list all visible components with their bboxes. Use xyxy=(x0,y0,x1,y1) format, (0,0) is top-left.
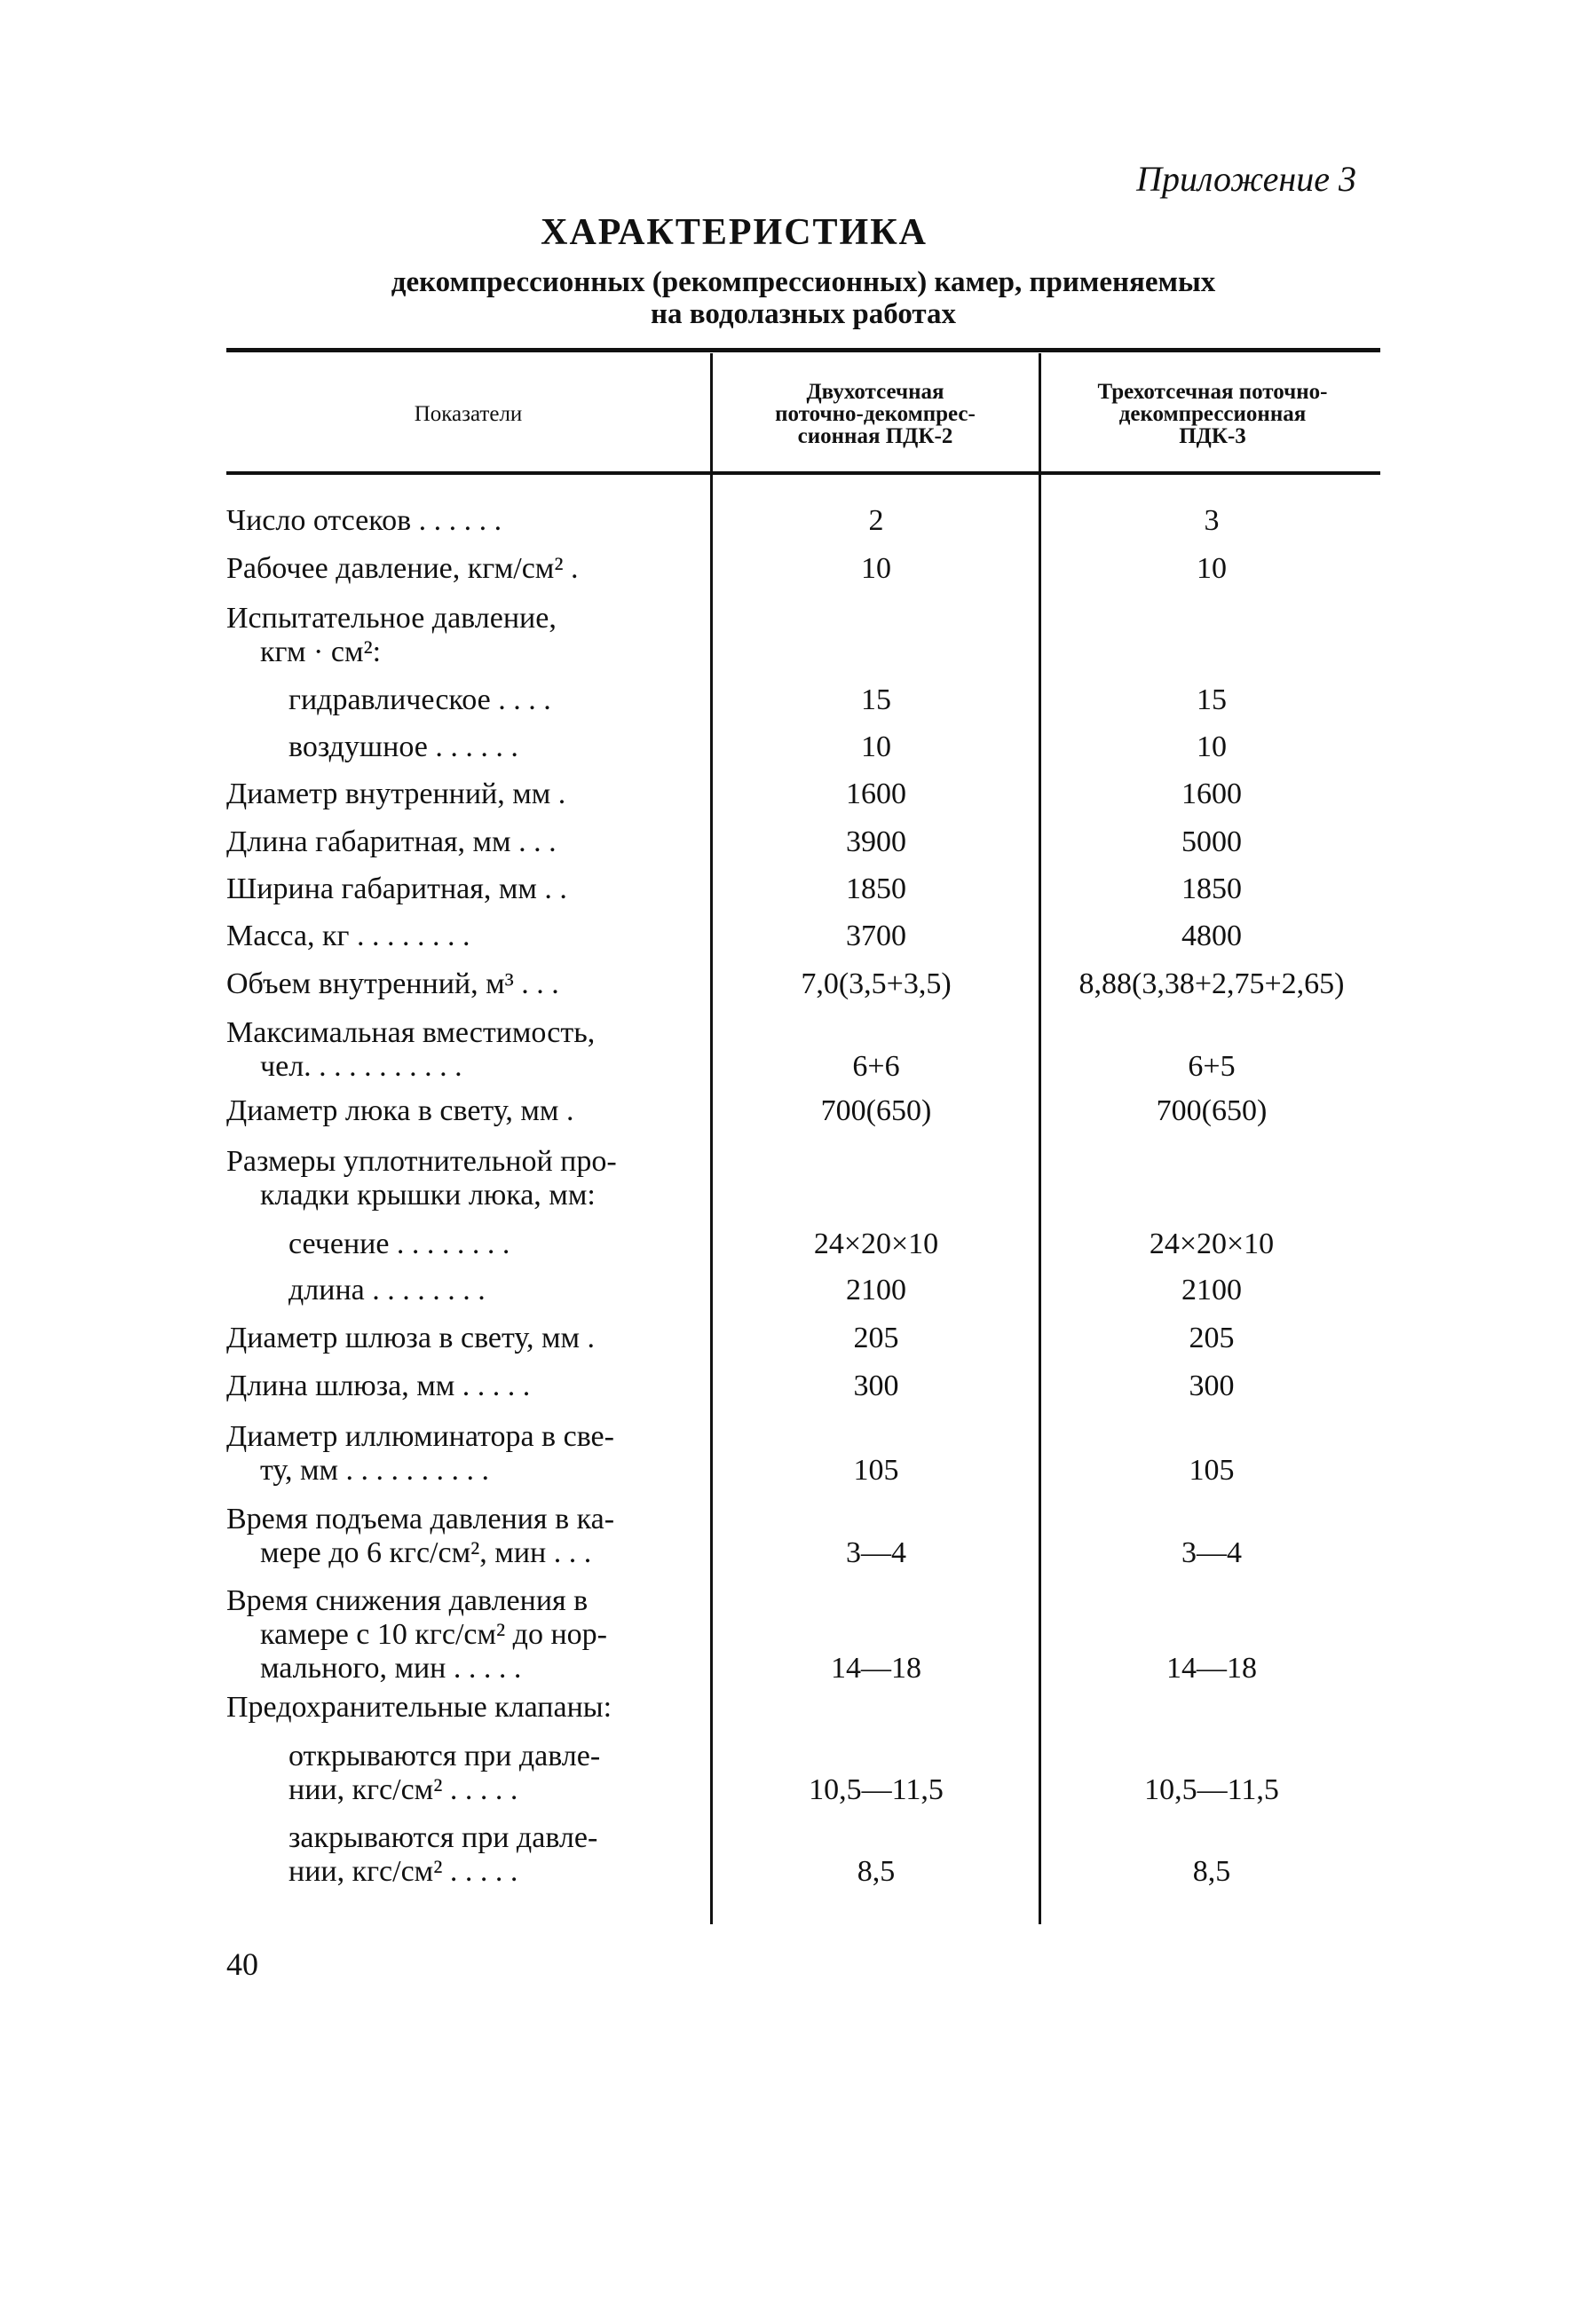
table-row xyxy=(226,602,1380,669)
value-pdk2: 15 xyxy=(861,683,891,716)
value-pdk3: 700(650) xyxy=(1156,1094,1268,1127)
row-label-line: длина . . . . . . . . xyxy=(288,1274,486,1306)
subtitle-line-1: декомпрессионных (рекомпрессионных) камер, применяемых xyxy=(391,266,1216,298)
table-row xyxy=(226,1322,1380,1355)
value-pdk3: 6+5 xyxy=(1188,1050,1236,1083)
value-pdk3: 1850 xyxy=(1181,872,1242,905)
value-pdk2: 105 xyxy=(853,1454,899,1487)
row-label xyxy=(226,778,697,811)
row-label-line: Время подъема давления в ка- xyxy=(226,1503,615,1535)
row-label xyxy=(226,967,697,1001)
row-label xyxy=(226,683,697,717)
row-label-line: Диаметр люка в свету, мм . xyxy=(226,1094,574,1127)
row-label-line: Ширина габаритная, мм . . xyxy=(226,872,567,905)
value-pdk2: 700(650) xyxy=(820,1094,932,1127)
value-pdk3: 3—4 xyxy=(1181,1536,1242,1569)
row-label-line: Диаметр иллюминатора в све- xyxy=(226,1420,614,1453)
column-header-pdk3: Трехотсечная поточно- декомпрессионная ПДК-3 xyxy=(1097,379,1328,448)
value-pdk2: 1600 xyxy=(846,778,906,810)
row-label-line: камере с 10 кгс/см² до нор- xyxy=(260,1618,607,1651)
table-row xyxy=(226,920,1380,953)
row-label-line: сечение . . . . . . . . xyxy=(288,1228,510,1260)
table-row xyxy=(226,552,1380,586)
table-row xyxy=(226,683,1380,717)
table-row xyxy=(226,1370,1380,1403)
table-row xyxy=(226,1274,1380,1307)
value-pdk3: 8,5 xyxy=(1192,1855,1231,1888)
table-row xyxy=(226,1228,1380,1261)
value-pdk2: 300 xyxy=(853,1370,899,1402)
row-label xyxy=(226,1691,697,1725)
table-row xyxy=(226,967,1380,1001)
row-label-line: Рабочее давление, кгм/см² . xyxy=(226,552,579,585)
value-pdk2: 10,5—11,5 xyxy=(809,1773,944,1806)
value-pdk2: 3900 xyxy=(846,825,906,858)
table-row xyxy=(226,825,1380,859)
row-label xyxy=(226,1094,697,1128)
table-row xyxy=(226,872,1380,906)
row-label xyxy=(226,602,697,669)
row-label-line: гидравлическое . . . . xyxy=(288,683,551,716)
value-pdk2: 2100 xyxy=(846,1274,906,1306)
row-label xyxy=(226,1370,697,1403)
value-pdk2: 14—18 xyxy=(831,1652,921,1685)
row-label-line: ту, мм . . . . . . . . . . xyxy=(260,1454,490,1487)
table-row xyxy=(226,778,1380,811)
value-pdk2: 2 xyxy=(868,504,884,537)
value-pdk3: 10 xyxy=(1197,730,1227,763)
value-pdk2: 6+6 xyxy=(852,1050,900,1083)
row-label xyxy=(226,1584,697,1685)
appendix-label: Приложение 3 xyxy=(1136,159,1356,199)
value-pdk3: 10,5—11,5 xyxy=(1144,1773,1279,1806)
table-row xyxy=(226,1145,1380,1212)
value-pdk2: 3700 xyxy=(846,920,906,952)
row-label-line: кладки крышки люка, мм: xyxy=(260,1179,596,1212)
row-label-line: нии, кгс/см² . . . . . xyxy=(288,1773,518,1806)
value-pdk2: 10 xyxy=(861,552,891,585)
value-pdk3: 24×20×10 xyxy=(1149,1228,1275,1260)
value-pdk3: 15 xyxy=(1197,683,1227,716)
table-row xyxy=(226,1821,1380,1889)
row-label xyxy=(226,1274,697,1307)
row-label-line: чел. . . . . . . . . . . xyxy=(260,1050,462,1083)
value-pdk3: 3 xyxy=(1204,504,1220,537)
value-pdk3: 300 xyxy=(1189,1370,1235,1402)
header-rule xyxy=(226,471,1380,475)
top-rule xyxy=(226,348,1380,352)
row-label xyxy=(226,825,697,859)
value-pdk3: 4800 xyxy=(1181,920,1242,952)
value-pdk3: 8,88(3,38+2,75+2,65) xyxy=(1078,967,1345,1000)
row-label-line: Число отсеков . . . . . . xyxy=(226,504,502,537)
table-row xyxy=(226,1503,1380,1570)
value-pdk3: 5000 xyxy=(1181,825,1242,858)
row-label-line: кгм · см²: xyxy=(260,635,382,668)
value-pdk3: 10 xyxy=(1197,552,1227,585)
row-label-line: Испытательное давление, xyxy=(226,602,557,635)
table-row xyxy=(226,730,1380,764)
row-label xyxy=(226,920,697,953)
row-label xyxy=(226,1322,697,1355)
column-divider-2 xyxy=(1039,353,1041,1924)
value-pdk2: 205 xyxy=(853,1322,899,1354)
value-pdk2: 10 xyxy=(861,730,891,763)
value-pdk3: 14—18 xyxy=(1166,1652,1257,1685)
row-label xyxy=(226,1228,697,1261)
value-pdk2: 3—4 xyxy=(846,1536,906,1569)
value-pdk2: 8,5 xyxy=(857,1855,896,1888)
row-label-line: Диаметр шлюза в свету, мм . xyxy=(226,1322,596,1354)
table-row xyxy=(226,1094,1380,1128)
row-label xyxy=(226,1821,697,1889)
page-title: ХАРАКТЕРИСТИКА xyxy=(541,212,928,253)
row-label xyxy=(226,1740,697,1807)
column-header-pdk2: Двухотсечная поточно-декомпрес- сионная ПДК-2 xyxy=(775,379,976,448)
value-pdk2: 24×20×10 xyxy=(813,1228,939,1260)
table-row xyxy=(226,1740,1380,1807)
row-label-line: Диаметр внутренний, мм . xyxy=(226,778,566,810)
row-label-line: Масса, кг . . . . . . . . xyxy=(226,920,470,952)
value-pdk3: 2100 xyxy=(1181,1274,1242,1306)
row-label xyxy=(226,1016,697,1084)
row-label xyxy=(226,1420,697,1488)
value-pdk3: 205 xyxy=(1189,1322,1235,1354)
row-label-line: Время снижения давления в xyxy=(226,1584,589,1617)
table-row xyxy=(226,1691,1380,1725)
row-label xyxy=(226,1503,697,1570)
value-pdk2: 1850 xyxy=(846,872,906,905)
column-divider-1 xyxy=(710,353,713,1924)
row-label-line: Размеры уплотнительной про- xyxy=(226,1145,617,1178)
value-pdk3: 105 xyxy=(1189,1454,1235,1487)
row-label-line: Длина шлюза, мм . . . . . xyxy=(226,1370,531,1402)
row-label xyxy=(226,1145,697,1212)
row-label-line: Длина габаритная, мм . . . xyxy=(226,825,557,858)
value-pdk2: 7,0(3,5+3,5) xyxy=(801,967,952,1000)
subtitle xyxy=(320,266,1287,330)
row-label-line: мального, мин . . . . . xyxy=(260,1652,522,1685)
table-row xyxy=(226,1420,1380,1488)
row-label-line: Объем внутренний, м³ . . . xyxy=(226,967,559,1000)
subtitle-line-2: на водолазных работах xyxy=(650,298,957,330)
row-label-line: Предохранительные клапаны: xyxy=(226,1691,612,1724)
column-header-indicators: Показатели xyxy=(414,401,523,426)
row-label-line: открываются при давле- xyxy=(288,1740,601,1772)
row-label-line: закрываются при давле- xyxy=(288,1821,598,1854)
row-label-line: нии, кгс/см² . . . . . xyxy=(288,1855,518,1888)
table-row xyxy=(226,1584,1380,1685)
row-label xyxy=(226,552,697,586)
row-label-line: Максимальная вместимость, xyxy=(226,1016,596,1049)
value-pdk3: 1600 xyxy=(1181,778,1242,810)
row-label-line: воздушное . . . . . . xyxy=(288,730,518,763)
row-label-line: мере до 6 кгс/см², мин . . . xyxy=(260,1536,592,1569)
table-row xyxy=(226,504,1380,538)
row-label xyxy=(226,872,697,906)
table-row xyxy=(226,1016,1380,1084)
row-label xyxy=(226,504,697,538)
row-label xyxy=(226,730,697,764)
page-number: 40 xyxy=(226,1946,258,1982)
